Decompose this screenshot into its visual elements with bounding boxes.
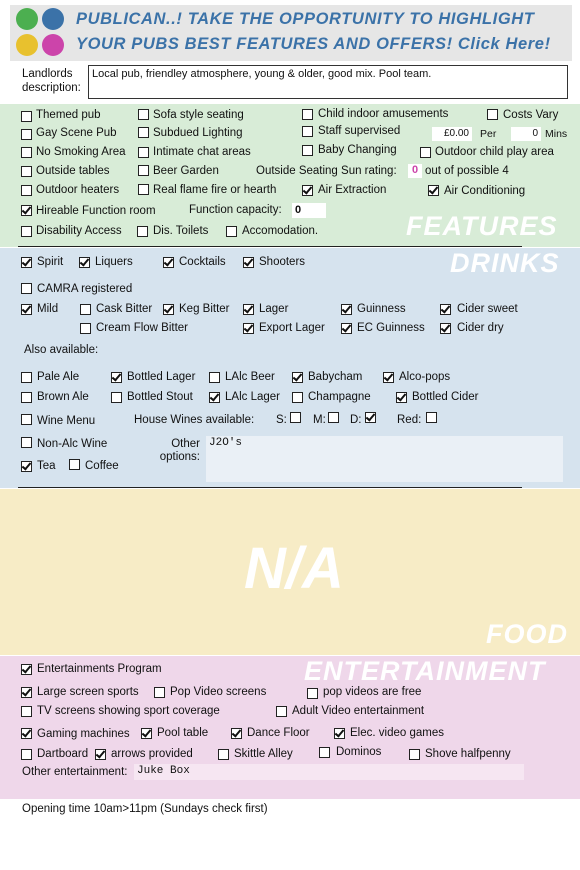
green-dot-icon bbox=[16, 8, 38, 30]
dartboard-checkbox[interactable] bbox=[21, 749, 32, 760]
other-entertainment-label: Other entertainment: bbox=[22, 766, 128, 778]
costs-vary-checkbox[interactable] bbox=[487, 109, 498, 120]
disability-access-checkbox[interactable] bbox=[21, 226, 32, 237]
landlord-description-text: Local pub, friendley atmosphere, young & older, good mix. Pool team. bbox=[92, 68, 432, 80]
champagne-label: Champagne bbox=[308, 391, 371, 403]
wine-d-checkbox[interactable] bbox=[365, 412, 376, 423]
babycham-label: Babycham bbox=[308, 371, 363, 383]
non-alc-wine-checkbox[interactable] bbox=[21, 437, 32, 448]
gay-scene-label: Gay Scene Pub bbox=[36, 127, 117, 139]
dance-floor-label: Dance Floor bbox=[247, 727, 310, 739]
gaming-machines-label: Gaming machines bbox=[37, 728, 130, 740]
intimate-chat-checkbox[interactable] bbox=[138, 147, 149, 158]
bottled-stout-label: Bottled Stout bbox=[127, 391, 193, 403]
skittle-alley-label: Skittle Alley bbox=[234, 748, 293, 760]
dis-toilets-label: Dis. Toilets bbox=[153, 225, 209, 237]
food-placeholder: N/A bbox=[244, 536, 344, 601]
gaming-machines-checkbox[interactable] bbox=[21, 728, 32, 739]
landlord-label-line2: description: bbox=[22, 82, 81, 94]
food-title: FOOD bbox=[486, 619, 568, 649]
export-lager-checkbox[interactable] bbox=[243, 323, 254, 334]
subdued-lighting-label: Subdued Lighting bbox=[153, 127, 243, 139]
babycham-checkbox[interactable] bbox=[292, 372, 303, 383]
drinks-title: DRINKS bbox=[450, 248, 560, 278]
food-section bbox=[0, 489, 580, 655]
child-indoor-checkbox[interactable] bbox=[302, 109, 313, 120]
wine-s-label: S: bbox=[276, 414, 287, 426]
cask-bitter-label: Cask Bitter bbox=[96, 303, 153, 315]
lalc-beer-checkbox[interactable] bbox=[209, 372, 220, 383]
real-flame-checkbox[interactable] bbox=[138, 184, 149, 195]
entertainment-title: ENTERTAINMENT bbox=[304, 656, 546, 686]
promo-banner[interactable] bbox=[10, 5, 572, 61]
bottled-stout-checkbox[interactable] bbox=[111, 392, 122, 403]
outside-tables-label: Outside tables bbox=[36, 165, 110, 177]
blue-dot-icon bbox=[42, 8, 64, 30]
cost-input[interactable]: £0.00 bbox=[432, 127, 472, 141]
mild-checkbox[interactable] bbox=[21, 304, 32, 315]
no-smoking-checkbox[interactable] bbox=[21, 147, 32, 158]
landlord-description bbox=[88, 65, 568, 99]
baby-changing-label: Baby Changing bbox=[318, 144, 397, 156]
baby-changing-checkbox[interactable] bbox=[302, 145, 313, 156]
lalc-lager-label: LAlc Lager bbox=[225, 391, 280, 403]
pop-video-screens-label: Pop Video screens bbox=[170, 686, 267, 698]
sun-rating-label: Outside Seating Sun rating: bbox=[256, 165, 397, 177]
lalc-beer-label: LAlc Beer bbox=[225, 371, 275, 383]
mins-label: Mins bbox=[545, 128, 568, 140]
opening-times: Opening time 10am>11pm (Sundays check first) bbox=[22, 803, 268, 815]
skittle-alley-checkbox[interactable] bbox=[218, 749, 229, 760]
tv-sport-checkbox[interactable] bbox=[21, 706, 32, 717]
tv-sport-label: TV screens showing sport coverage bbox=[37, 705, 220, 717]
pop-videos-free-checkbox[interactable] bbox=[307, 688, 318, 699]
shooters-label: Shooters bbox=[259, 256, 306, 268]
cream-flow-bitter-checkbox[interactable] bbox=[80, 323, 91, 334]
outdoor-child-play-label: Outdoor child play area bbox=[435, 146, 554, 158]
beer-garden-checkbox[interactable] bbox=[138, 165, 149, 176]
drinks-divider bbox=[18, 487, 522, 488]
shooters-checkbox[interactable] bbox=[243, 257, 254, 268]
other-options-label-line1: Other bbox=[171, 438, 200, 450]
outdoor-heaters-checkbox[interactable] bbox=[21, 185, 32, 196]
outdoor-child-play-checkbox[interactable] bbox=[420, 147, 431, 158]
cask-bitter-checkbox[interactable] bbox=[80, 304, 91, 315]
outdoor-heaters-label: Outdoor heaters bbox=[36, 184, 120, 196]
costs-vary-label: Costs Vary bbox=[503, 109, 559, 121]
wine-d-label: D: bbox=[350, 414, 362, 426]
camra-checkbox[interactable] bbox=[21, 283, 32, 294]
lager-checkbox[interactable] bbox=[243, 304, 254, 315]
wine-red-label: Red: bbox=[397, 414, 422, 426]
entertainment-section bbox=[0, 656, 580, 799]
coffee-checkbox[interactable] bbox=[69, 459, 80, 470]
non-alc-wine-label: Non-Alc Wine bbox=[37, 438, 108, 450]
other-entertainment-value: Juke Box bbox=[137, 765, 190, 777]
accomodation-label: Accomodation. bbox=[242, 225, 319, 237]
dominos-label: Dominos bbox=[336, 746, 382, 758]
air-conditioning-label: Air Conditioning bbox=[444, 185, 526, 197]
dance-floor-checkbox[interactable] bbox=[231, 728, 242, 739]
magenta-dot-icon bbox=[42, 34, 64, 56]
lager-label: Lager bbox=[259, 303, 289, 315]
elec-video-games-checkbox[interactable] bbox=[334, 728, 345, 739]
cream-flow-bitter-label: Cream Flow Bitter bbox=[96, 322, 189, 334]
champagne-checkbox[interactable] bbox=[292, 392, 303, 403]
wine-menu-checkbox[interactable] bbox=[21, 414, 32, 425]
pale-ale-checkbox[interactable] bbox=[21, 372, 32, 383]
brown-ale-checkbox[interactable] bbox=[21, 392, 32, 403]
disability-access-label: Disability Access bbox=[36, 225, 122, 237]
outside-tables-checkbox[interactable] bbox=[21, 166, 32, 177]
hireable-room-checkbox[interactable] bbox=[21, 205, 32, 216]
shove-halfpenny-label: Shove halfpenny bbox=[425, 748, 511, 760]
adult-video-checkbox[interactable] bbox=[276, 706, 287, 717]
large-screen-sports-checkbox[interactable] bbox=[21, 687, 32, 698]
spirit-label: Spirit bbox=[37, 256, 64, 268]
sun-rating-suffix: out of possible 4 bbox=[425, 165, 509, 177]
dartboard-label: Dartboard bbox=[37, 748, 89, 760]
house-wines-label: House Wines available: bbox=[134, 414, 255, 426]
bottled-cider-checkbox[interactable] bbox=[396, 392, 407, 403]
other-options-label-line2: options: bbox=[159, 451, 200, 463]
camra-label: CAMRA registered bbox=[37, 283, 133, 295]
gay-scene-checkbox[interactable] bbox=[21, 129, 32, 140]
arrows-provided-checkbox[interactable] bbox=[95, 749, 106, 760]
export-lager-label: Export Lager bbox=[259, 322, 325, 334]
accomodation-checkbox[interactable] bbox=[226, 226, 237, 237]
lalc-lager-checkbox[interactable] bbox=[209, 392, 220, 403]
cocktails-label: Cocktails bbox=[179, 256, 226, 268]
ec-guinness-label: EC Guinness bbox=[357, 322, 425, 334]
themed-pub-checkbox[interactable] bbox=[21, 111, 32, 122]
tea-checkbox[interactable] bbox=[21, 461, 32, 472]
banner-line-2[interactable]: YOUR PUBS BEST FEATURES AND OFFERS! Click Here! bbox=[76, 35, 551, 53]
tea-label: Tea bbox=[37, 460, 56, 472]
wine-m-label: M: bbox=[313, 414, 326, 426]
beer-garden-label: Beer Garden bbox=[153, 165, 219, 177]
staff-supervised-label: Staff supervised bbox=[318, 125, 401, 137]
pop-videos-free-label: pop videos are free bbox=[323, 686, 422, 698]
no-smoking-label: No Smoking Area bbox=[36, 146, 126, 158]
per-label: Per bbox=[480, 128, 497, 140]
keg-bitter-label: Keg Bitter bbox=[179, 303, 230, 315]
yellow-dot-icon bbox=[16, 34, 38, 56]
air-extraction-label: Air Extraction bbox=[318, 184, 387, 196]
cider-dry-label: Cider dry bbox=[457, 322, 504, 334]
wine-s-checkbox[interactable] bbox=[290, 412, 301, 423]
hireable-room-label: Hireable Function room bbox=[36, 205, 156, 217]
wine-m-checkbox[interactable] bbox=[328, 412, 339, 423]
elec-video-games-label: Elec. video games bbox=[350, 727, 444, 739]
mins-input[interactable]: 0 bbox=[511, 127, 541, 141]
ent-program-checkbox[interactable] bbox=[21, 664, 32, 675]
guinness-checkbox[interactable] bbox=[341, 304, 352, 315]
other-options-label bbox=[158, 438, 200, 464]
function-capacity-label: Function capacity: bbox=[189, 204, 282, 216]
sun-rating-input[interactable]: 0 bbox=[408, 164, 422, 178]
alco-pops-checkbox[interactable] bbox=[383, 372, 394, 383]
sofa-seating-checkbox[interactable] bbox=[138, 109, 149, 120]
banner-line-1[interactable]: PUBLICAN..! TAKE THE OPPORTUNITY TO HIGHLIGHT bbox=[76, 10, 535, 28]
pool-table-label: Pool table bbox=[157, 727, 209, 739]
guinness-label: Guinness bbox=[357, 303, 406, 315]
mild-label: Mild bbox=[37, 303, 59, 315]
other-entertainment-input[interactable] bbox=[134, 764, 524, 780]
brown-ale-label: Brown Ale bbox=[37, 391, 89, 403]
pop-video-screens-checkbox[interactable] bbox=[154, 687, 165, 698]
real-flame-label: Real flame fire or hearth bbox=[153, 184, 277, 196]
adult-video-label: Adult Video entertainment bbox=[292, 705, 425, 717]
landlord-label bbox=[22, 67, 81, 95]
cider-sweet-label: Cider sweet bbox=[457, 303, 518, 315]
other-options-input[interactable] bbox=[206, 436, 563, 482]
wine-menu-label: Wine Menu bbox=[37, 415, 96, 427]
air-extraction-checkbox[interactable] bbox=[302, 185, 313, 196]
ent-program-label: Entertainments Program bbox=[37, 663, 162, 675]
arrows-provided-label: arrows provided bbox=[111, 748, 193, 760]
features-section bbox=[0, 104, 580, 247]
bottled-lager-checkbox[interactable] bbox=[111, 372, 122, 383]
cocktails-checkbox[interactable] bbox=[163, 257, 174, 268]
air-conditioning-checkbox[interactable] bbox=[428, 185, 439, 196]
spirit-checkbox[interactable] bbox=[21, 257, 32, 268]
pale-ale-label: Pale Ale bbox=[37, 371, 80, 383]
cider-sweet-checkbox[interactable] bbox=[440, 304, 451, 315]
other-options-value: J2O's bbox=[209, 437, 243, 449]
ec-guinness-checkbox[interactable] bbox=[341, 323, 352, 334]
pool-table-checkbox[interactable] bbox=[141, 728, 152, 739]
cider-dry-checkbox[interactable] bbox=[440, 323, 451, 334]
liquers-label: Liquers bbox=[95, 256, 133, 268]
dis-toilets-checkbox[interactable] bbox=[137, 226, 148, 237]
alco-pops-label: Alco-pops bbox=[399, 371, 451, 383]
function-capacity-input[interactable]: 0 bbox=[292, 203, 326, 218]
sofa-seating-label: Sofa style seating bbox=[153, 109, 244, 121]
large-screen-sports-label: Large screen sports bbox=[37, 686, 139, 698]
keg-bitter-checkbox[interactable] bbox=[163, 304, 174, 315]
features-title: FEATURES bbox=[406, 211, 558, 241]
subdued-lighting-checkbox[interactable] bbox=[138, 127, 149, 138]
staff-supervised-checkbox[interactable] bbox=[302, 126, 313, 137]
wine-red-checkbox[interactable] bbox=[426, 412, 437, 423]
bottled-cider-label: Bottled Cider bbox=[412, 391, 479, 403]
shove-halfpenny-checkbox[interactable] bbox=[409, 749, 420, 760]
child-indoor-label: Child indoor amusements bbox=[318, 108, 449, 120]
features-divider bbox=[18, 246, 522, 247]
drinks-section bbox=[0, 248, 580, 488]
dominos-checkbox[interactable] bbox=[319, 747, 330, 758]
landlord-label-line1: Landlords bbox=[22, 68, 73, 80]
coffee-label: Coffee bbox=[85, 460, 119, 472]
liquers-checkbox[interactable] bbox=[79, 257, 90, 268]
also-available-label: Also available: bbox=[24, 344, 99, 356]
intimate-chat-label: Intimate chat areas bbox=[153, 146, 251, 158]
themed-pub-label: Themed pub bbox=[36, 109, 101, 121]
bottled-lager-label: Bottled Lager bbox=[127, 371, 196, 383]
